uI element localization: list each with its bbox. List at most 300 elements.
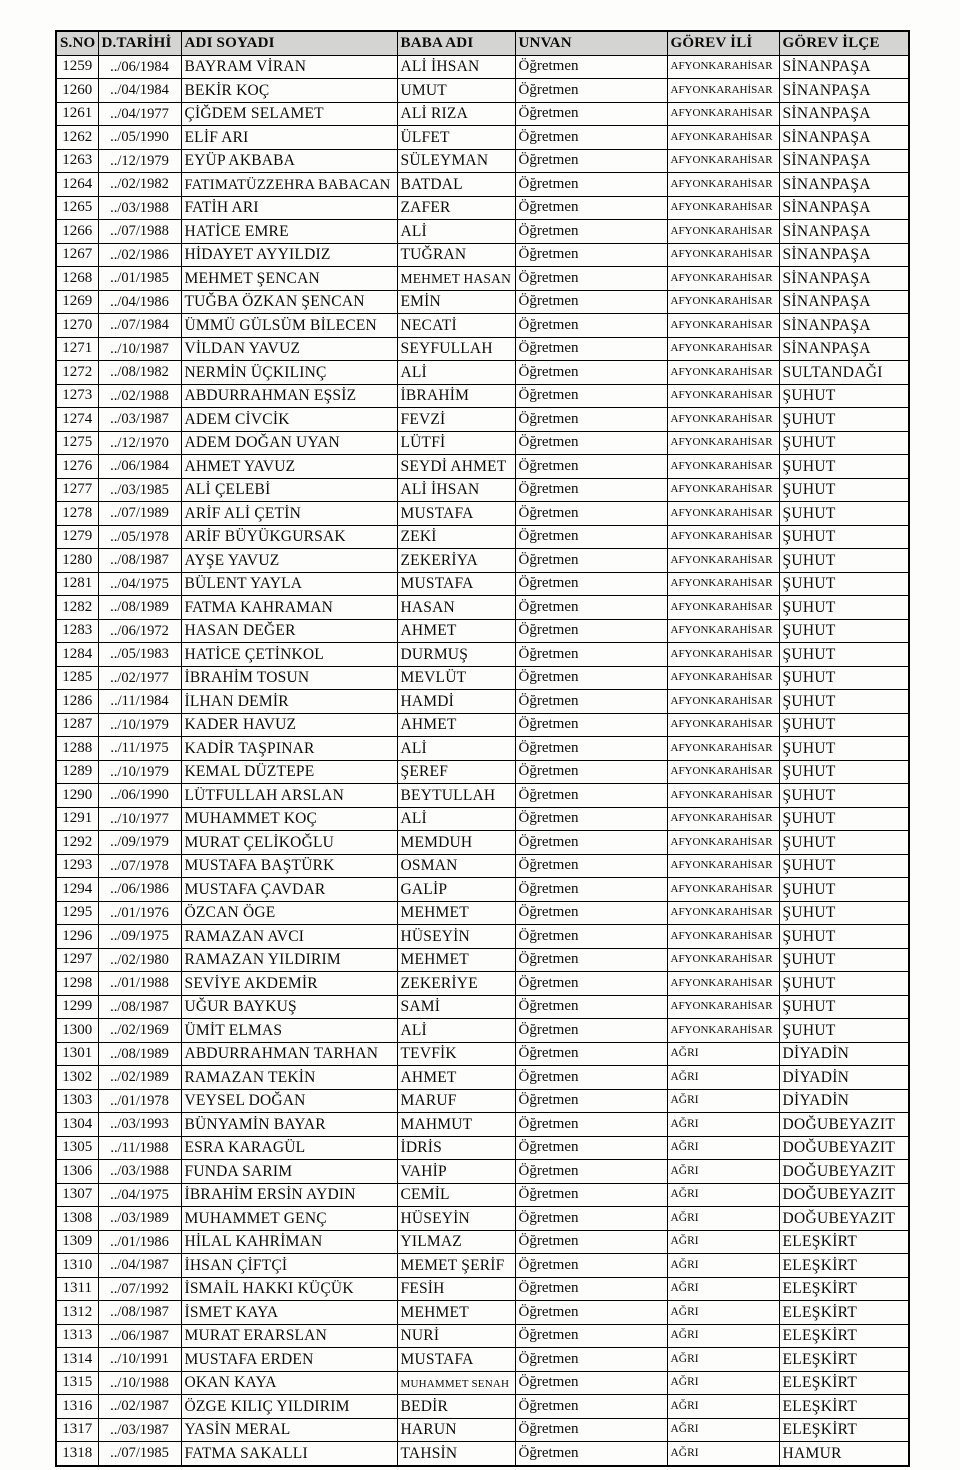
cell-text: AFYONKARAHİSAR — [670, 248, 773, 260]
table-cell — [56, 431, 98, 455]
cell-text: ZEKERİYA — [400, 551, 478, 569]
table-cell — [397, 737, 515, 761]
table-row — [56, 854, 909, 878]
table-row — [56, 1066, 909, 1090]
table-cell — [98, 1254, 181, 1278]
table-header-row — [56, 31, 909, 55]
table-cell — [56, 690, 98, 714]
cell-text: 1276 — [62, 457, 93, 474]
table-cell — [98, 1113, 181, 1137]
table-cell — [779, 1207, 909, 1231]
table-row — [56, 243, 909, 267]
table-cell — [181, 1160, 397, 1184]
table-cell — [667, 1136, 779, 1160]
cell-text: Öğretmen — [518, 622, 579, 639]
table-cell — [667, 1160, 779, 1184]
cell-text: 1298 — [62, 974, 93, 991]
cell-text: Öğretmen — [518, 1021, 579, 1038]
table-cell — [515, 361, 667, 385]
cell-text: MURAT ÇELİKOĞLU — [184, 833, 335, 851]
table-cell — [779, 149, 909, 173]
cell-text: Öğretmen — [518, 246, 579, 263]
table-cell — [667, 1089, 779, 1113]
table-cell — [56, 79, 98, 103]
cell-text: MUSTAFA BAŞTÜRK — [184, 857, 335, 874]
cell-text: Öğretmen — [518, 269, 579, 286]
cell-text: ZEKİ — [400, 528, 437, 545]
cell-text: YASİN MERAL — [184, 1421, 291, 1438]
table-cell — [56, 126, 98, 150]
cell-text: 1282 — [62, 598, 93, 615]
table-cell — [667, 666, 779, 690]
cell-text: ŞUHUT — [782, 857, 836, 874]
cell-text: AHMET YAVUZ — [184, 457, 296, 475]
table-cell — [397, 1066, 515, 1090]
table-cell — [181, 337, 397, 361]
table-cell — [56, 737, 98, 761]
table-cell — [181, 102, 397, 126]
cell-text: Öğretmen — [518, 128, 579, 145]
cell-text: AFYONKARAHİSAR — [670, 177, 773, 190]
table-cell — [515, 807, 667, 831]
cell-text: Öğretmen — [518, 927, 579, 944]
table-cell — [515, 713, 667, 737]
table-cell — [515, 1371, 667, 1395]
cell-text: 1297 — [62, 951, 93, 968]
table-cell — [515, 784, 667, 808]
table-row — [56, 1230, 909, 1254]
table-cell — [56, 596, 98, 620]
cell-text: SİNANPAŞA — [782, 269, 871, 287]
cell-text: MAHMUT — [400, 1115, 473, 1133]
table-cell — [181, 713, 397, 737]
table-cell — [779, 690, 909, 714]
table-cell — [397, 619, 515, 643]
cell-text: AFYONKARAHİSAR — [670, 577, 773, 589]
table-cell — [779, 1160, 909, 1184]
table-row — [56, 1348, 909, 1372]
table-cell — [779, 901, 909, 925]
cell-text: AFYONKARAHİSAR — [670, 1023, 773, 1036]
cell-text: Öğretmen — [518, 904, 579, 921]
table-cell — [515, 1254, 667, 1278]
cell-text: ŞUHUT — [782, 739, 836, 757]
cell-text: AĞRI — [670, 1329, 699, 1341]
table-cell — [667, 995, 779, 1019]
table-cell — [181, 854, 397, 878]
table-cell — [181, 525, 397, 549]
table-cell — [56, 361, 98, 385]
cell-text: AĞRI — [670, 1164, 699, 1177]
cell-text: NERMİN ÜÇKILINÇ — [184, 363, 327, 381]
table-cell — [181, 196, 397, 220]
table-row — [56, 901, 909, 925]
table-cell — [56, 878, 98, 902]
cell-text: ALİ — [400, 739, 427, 757]
cell-text: ŞUHUT — [782, 645, 836, 663]
table-cell — [98, 1019, 181, 1043]
table-cell — [98, 831, 181, 855]
table-cell — [667, 948, 779, 972]
cell-text: AFYONKARAHİSAR — [670, 365, 773, 378]
table-cell — [667, 79, 779, 103]
cell-text: EYÜP AKBABA — [184, 152, 296, 169]
table-cell — [779, 1254, 909, 1278]
cell-text: AFYONKARAHİSAR — [670, 83, 773, 96]
cell-text: Öğretmen — [518, 1280, 579, 1297]
table-cell — [667, 1207, 779, 1231]
column-header: GÖREV İLİ — [667, 31, 779, 55]
cell-text: ../04/1975 — [110, 1186, 169, 1203]
cell-text: AFYONKARAHİSAR — [670, 271, 773, 284]
cell-text: UĞUR BAYKUŞ — [184, 998, 297, 1015]
table-cell — [98, 55, 181, 79]
table-row — [56, 455, 909, 479]
cell-text: ../08/1989 — [110, 1045, 169, 1062]
table-row — [56, 1042, 909, 1066]
cell-text: Öğretmen — [518, 316, 579, 333]
cell-text: FATMA SAKALLI — [184, 1444, 308, 1462]
column-header: UNVAN — [515, 31, 667, 55]
table-cell — [667, 455, 779, 479]
table-cell — [397, 807, 515, 831]
cell-text: ../06/1984 — [110, 58, 169, 75]
table-cell — [397, 1371, 515, 1395]
table-cell — [515, 243, 667, 267]
table-row — [56, 220, 909, 244]
table-cell — [181, 455, 397, 479]
table-cell — [98, 948, 181, 972]
cell-text: İHSAN ÇİFTÇİ — [184, 1256, 288, 1274]
table-cell — [779, 995, 909, 1019]
cell-text: AFYONKARAHİSAR — [670, 436, 773, 448]
table-row — [56, 290, 909, 314]
cell-text: 1280 — [62, 551, 93, 568]
table-cell — [56, 290, 98, 314]
cell-text: ZEKERİYE — [400, 974, 478, 992]
table-cell — [397, 760, 515, 784]
table-cell — [181, 290, 397, 314]
table-cell — [181, 173, 397, 197]
table-cell — [56, 173, 98, 197]
cell-text: FESİH — [400, 1280, 445, 1297]
table-cell — [667, 1324, 779, 1348]
cell-text: SULTANDAĞI — [782, 363, 883, 381]
cell-text: HÜSEYİN — [400, 1209, 470, 1227]
table-cell — [56, 243, 98, 267]
cell-text: Öğretmen — [518, 81, 579, 98]
cell-text: DİYADİN — [782, 1068, 850, 1086]
cell-text: Öğretmen — [518, 1444, 579, 1461]
cell-text: BÜNYAMİN BAYAR — [184, 1115, 326, 1133]
cell-text: ../06/1987 — [110, 1327, 169, 1344]
cell-text: ../01/1976 — [110, 904, 169, 921]
cell-text: RAMAZAN TEKİN — [184, 1068, 316, 1086]
table-cell — [397, 79, 515, 103]
cell-text: ../03/1987 — [110, 1421, 169, 1438]
table-cell — [667, 1230, 779, 1254]
cell-text: ../07/1985 — [110, 1445, 169, 1461]
cell-text: DOĞUBEYAZIT — [782, 1139, 896, 1156]
cell-text: ARİF ALİ ÇETİN — [184, 504, 301, 522]
table-cell — [98, 1418, 181, 1442]
cell-text: Öğretmen — [518, 951, 579, 968]
table-cell — [779, 1113, 909, 1137]
table-cell — [515, 1230, 667, 1254]
table-cell — [515, 149, 667, 173]
table-cell — [181, 1395, 397, 1419]
table-cell — [98, 1136, 181, 1160]
table-cell — [56, 1324, 98, 1348]
table-cell — [667, 126, 779, 150]
table-cell — [98, 1183, 181, 1207]
cell-text: DURMUŞ — [400, 645, 469, 663]
cell-text: 1310 — [62, 1256, 93, 1273]
cell-text: ADEM CİVCİK — [184, 410, 290, 428]
table-cell — [397, 1324, 515, 1348]
table-cell — [98, 619, 181, 643]
cell-text: AĞRI — [670, 1117, 699, 1130]
table-cell — [397, 126, 515, 150]
table-cell — [667, 1019, 779, 1043]
cell-text: AĞRI — [670, 1282, 699, 1294]
table-cell — [667, 690, 779, 714]
cell-text: AĞRI — [670, 1188, 699, 1200]
table-cell — [779, 666, 909, 690]
table-cell — [56, 784, 98, 808]
table-cell — [397, 831, 515, 855]
cell-text: DOĞUBEYAZIT — [782, 1209, 896, 1227]
table-cell — [397, 1418, 515, 1442]
cell-text: ../03/1988 — [110, 1163, 169, 1179]
cell-text: 1318 — [62, 1444, 93, 1461]
table-cell — [779, 384, 909, 408]
cell-text: BAYRAM VİRAN — [184, 58, 307, 75]
table-cell — [515, 972, 667, 996]
table-row — [56, 666, 909, 690]
table-cell — [779, 713, 909, 737]
table-cell — [181, 1183, 397, 1207]
table-cell — [515, 1066, 667, 1090]
table-cell — [779, 102, 909, 126]
table-cell — [515, 455, 667, 479]
table-cell — [56, 643, 98, 667]
table-cell — [779, 502, 909, 526]
cell-text: AFYONKARAHİSAR — [670, 318, 773, 331]
cell-text: ÜMİT ELMAS — [184, 1021, 283, 1039]
table-cell — [667, 901, 779, 925]
table-cell — [181, 948, 397, 972]
cell-text: SAMİ — [400, 998, 441, 1015]
table-cell — [515, 1418, 667, 1442]
table-cell — [515, 549, 667, 573]
cell-text: ../03/1989 — [110, 1210, 169, 1226]
table-row — [56, 784, 909, 808]
cell-text: NURİ — [400, 1327, 440, 1344]
cell-text: SİNANPAŞA — [782, 128, 871, 146]
table-cell — [667, 102, 779, 126]
cell-text: Öğretmen — [518, 857, 579, 874]
cell-text: ŞUHUT — [782, 833, 836, 851]
table-cell — [779, 173, 909, 197]
table-row — [56, 408, 909, 432]
cell-text: ELEŞKİRT — [782, 1256, 858, 1274]
cell-text: AYŞE YAVUZ — [184, 551, 280, 569]
table-cell — [397, 243, 515, 267]
cell-text: AFYONKARAHİSAR — [670, 671, 773, 683]
cell-text: AĞRI — [670, 1423, 699, 1435]
table-cell — [779, 361, 909, 385]
table-cell — [515, 1089, 667, 1113]
cell-text: Öğretmen — [518, 1233, 579, 1250]
cell-text: SİNANPAŞA — [782, 58, 871, 75]
table-row — [56, 314, 909, 338]
cell-text: Öğretmen — [518, 1209, 579, 1226]
table-row — [56, 1207, 909, 1231]
cell-text: ÖZCAN ÖGE — [184, 904, 276, 921]
cell-text: HAMDİ — [400, 692, 455, 710]
cell-text: Öğretmen — [518, 528, 579, 545]
table-cell — [397, 666, 515, 690]
table-cell — [56, 1066, 98, 1090]
cell-text: İBRAHİM ERSİN AYDIN — [184, 1186, 356, 1203]
cell-text: Öğretmen — [518, 363, 579, 380]
cell-text: ../07/1988 — [110, 223, 169, 239]
table-cell — [181, 55, 397, 79]
table-cell — [779, 314, 909, 338]
cell-text: AFYONKARAHİSAR — [670, 835, 773, 848]
table-cell — [397, 572, 515, 596]
table-cell — [181, 1113, 397, 1137]
cell-text: Öğretmen — [518, 175, 579, 192]
cell-text: Öğretmen — [518, 1092, 579, 1109]
table-cell — [98, 713, 181, 737]
table-cell — [779, 948, 909, 972]
cell-text: ÖZGE KILIÇ YILDIRIM — [184, 1397, 350, 1415]
table-cell — [56, 1160, 98, 1184]
cell-text: ADEM DOĞAN UYAN — [184, 434, 340, 451]
table-cell — [397, 1136, 515, 1160]
table-cell — [515, 337, 667, 361]
table-row — [56, 643, 909, 667]
cell-text: Öğretmen — [518, 222, 579, 239]
cell-text: KEMAL DÜZTEPE — [184, 763, 315, 780]
table-cell — [667, 1301, 779, 1325]
table-cell — [515, 878, 667, 902]
cell-text: AĞRI — [670, 1305, 699, 1318]
table-cell — [515, 314, 667, 338]
table-cell — [56, 1348, 98, 1372]
table-cell — [397, 1113, 515, 1137]
table-row — [56, 1277, 909, 1301]
cell-text: SEVİYE AKDEMİR — [184, 974, 318, 992]
table-cell — [515, 1395, 667, 1419]
cell-text: Öğretmen — [518, 504, 579, 521]
table-cell — [397, 1348, 515, 1372]
cell-text: Öğretmen — [518, 1256, 579, 1273]
table-row — [56, 149, 909, 173]
cell-text: MEHMET — [400, 1303, 469, 1321]
cell-text: AFYONKARAHİSAR — [670, 953, 773, 965]
cell-text: Öğretmen — [518, 1421, 579, 1438]
table-cell — [515, 666, 667, 690]
cell-text: ../10/1979 — [110, 763, 169, 780]
table-cell — [56, 807, 98, 831]
cell-text: FUNDA SARIM — [184, 1162, 293, 1180]
table-cell — [56, 854, 98, 878]
table-row — [56, 196, 909, 220]
table-cell — [667, 737, 779, 761]
table-cell — [181, 1418, 397, 1442]
cell-text: ELEŞKİRT — [782, 1303, 858, 1321]
cell-text: ../08/1987 — [110, 1304, 169, 1320]
cell-text: 1289 — [62, 763, 93, 780]
cell-text: DİYADİN — [782, 1045, 850, 1062]
cell-text: MUSTAFA — [400, 575, 474, 592]
table-cell — [515, 901, 667, 925]
cell-text: AĞRI — [670, 1399, 699, 1412]
cell-text: Öğretmen — [518, 457, 579, 474]
cell-text: 1260 — [62, 81, 93, 98]
table-cell — [515, 55, 667, 79]
table-row — [56, 972, 909, 996]
table-cell — [779, 972, 909, 996]
table-cell — [98, 149, 181, 173]
table-cell — [397, 1089, 515, 1113]
table-cell — [56, 1089, 98, 1113]
cell-text: ELEŞKİRT — [782, 1421, 858, 1438]
table-cell — [397, 102, 515, 126]
table-cell — [667, 596, 779, 620]
cell-text: ../10/1991 — [110, 1351, 169, 1367]
table-cell — [779, 925, 909, 949]
table-row — [56, 1113, 909, 1137]
table-cell — [515, 1301, 667, 1325]
cell-text: ŞUHUT — [782, 434, 836, 451]
cell-text: ../03/1993 — [110, 1116, 169, 1132]
cell-text: ÇİĞDEM SELAMET — [184, 105, 324, 122]
cell-text: MUSTAFA ÇAVDAR — [184, 880, 326, 898]
table-cell — [181, 1348, 397, 1372]
cell-text: ALİ ÇELEBİ — [184, 481, 271, 498]
table-cell — [98, 901, 181, 925]
table-cell — [667, 196, 779, 220]
table-cell — [515, 572, 667, 596]
table-cell — [98, 995, 181, 1019]
cell-text: Öğretmen — [518, 58, 579, 75]
table-cell — [515, 220, 667, 244]
table-cell — [181, 690, 397, 714]
cell-text: SİNANPAŞA — [782, 175, 871, 193]
table-cell — [181, 1301, 397, 1325]
table-cell — [779, 1395, 909, 1419]
cell-text: ../02/1988 — [110, 387, 169, 404]
table-cell — [98, 525, 181, 549]
table-cell — [667, 1348, 779, 1372]
table-cell — [667, 643, 779, 667]
table-row — [56, 1254, 909, 1278]
cell-text: TUĞBA ÖZKAN ŞENCAN — [184, 293, 365, 310]
table-cell — [515, 1183, 667, 1207]
cell-text: ../02/1977 — [110, 669, 169, 686]
table-cell — [181, 643, 397, 667]
table-cell — [181, 901, 397, 925]
table-cell — [667, 1183, 779, 1207]
table-cell — [181, 972, 397, 996]
cell-text: ŞUHUT — [782, 622, 836, 639]
table-cell — [98, 596, 181, 620]
cell-text: 1286 — [62, 692, 93, 709]
